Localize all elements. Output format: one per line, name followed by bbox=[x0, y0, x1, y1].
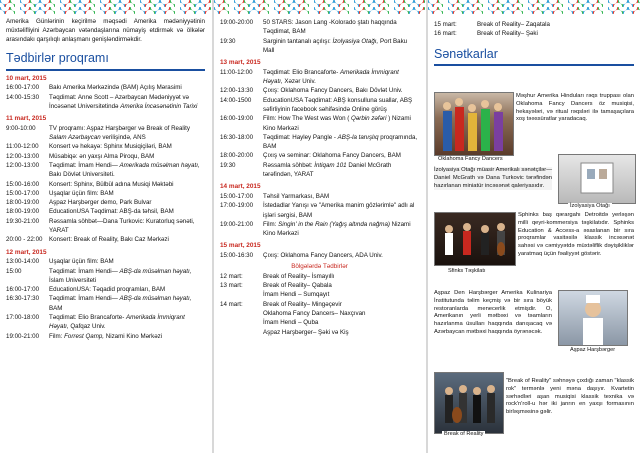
day-heading: 13 mart, 2015 bbox=[220, 59, 261, 67]
event-row bbox=[6, 161, 205, 180]
event-title: Salam Azərbaycan bbox=[49, 134, 101, 142]
event-venue: Bakı Dövlət Universiteti. bbox=[49, 171, 115, 179]
event-time: 17:00-18:00 bbox=[6, 314, 40, 322]
event-venue: Port Baku Mall bbox=[263, 37, 408, 54]
region-event: Break of Reality– İsmayıllı bbox=[263, 272, 335, 280]
event-text: Təqdimat: İmam Hendi— bbox=[49, 267, 120, 275]
event-title: Amerikada İmmiqrant Həyatı, bbox=[49, 314, 185, 331]
event-description bbox=[49, 124, 205, 143]
event-venue: ) Nizami Kino Mərkəzi bbox=[263, 115, 411, 132]
event-time: 11:00-12:00 bbox=[6, 143, 39, 151]
region-date: 12 mart: bbox=[220, 272, 243, 280]
event-text: Çıxış: Oklahoma Fancy Dancers, ADA Univ. bbox=[263, 252, 383, 260]
day-heading: 14 mart, 2015 bbox=[220, 183, 261, 191]
event-text: EducationUSA Təqdimat: ABŞ konsulluna suallar, ABŞ səfirliyinin facebook səhifəsində Online görüş bbox=[263, 96, 413, 113]
chef-caption: Aşpaz Harşbərger bbox=[570, 347, 616, 353]
event-text: Film: How The West was Won ( bbox=[263, 115, 352, 123]
event-title: ABŞ-la tanışlıq bbox=[337, 133, 379, 141]
event-row bbox=[6, 180, 205, 189]
artists-heading: Sənətkarlar bbox=[434, 45, 634, 67]
event-description bbox=[263, 201, 419, 220]
dancers-illustration bbox=[435, 93, 513, 155]
event-row bbox=[6, 207, 205, 216]
isolation-room-caption: İzolyasiya Otağı bbox=[570, 203, 610, 209]
event-text: Sarginin tantanalı açılışı: bbox=[263, 37, 333, 45]
chef-illustration bbox=[559, 291, 627, 345]
event-row bbox=[6, 294, 205, 313]
region-row bbox=[220, 328, 419, 337]
event-row bbox=[6, 267, 205, 286]
event-row bbox=[6, 83, 205, 92]
event-description bbox=[263, 133, 419, 152]
region-row bbox=[220, 272, 419, 281]
event-description bbox=[263, 68, 419, 87]
event-time: 12:00-13:30 bbox=[220, 87, 254, 95]
program-list-continued bbox=[220, 18, 419, 55]
event-text: Uşaqlar üçün film: BAM bbox=[49, 189, 114, 197]
event-row bbox=[6, 313, 205, 332]
region-event: Break of Reality– Zaqatala bbox=[477, 21, 550, 28]
region-event: İmam Hendi – Sumqayıt bbox=[263, 291, 330, 299]
diamond-border bbox=[214, 0, 425, 14]
event-venue: İslam Universiteti bbox=[49, 276, 97, 284]
event-description bbox=[49, 161, 205, 180]
event-time: 16:00-17:00 bbox=[6, 84, 40, 92]
region-row bbox=[220, 281, 419, 290]
region-row bbox=[434, 29, 634, 38]
event-row bbox=[220, 192, 419, 201]
program-list-day2 bbox=[220, 58, 419, 260]
region-date bbox=[220, 309, 263, 318]
oklahoma-dancers-photo bbox=[434, 92, 514, 156]
break-of-reality-caption: Break of Reality bbox=[444, 431, 484, 437]
event-row bbox=[6, 152, 205, 161]
event-time: 19:00-21:00 bbox=[220, 220, 254, 228]
region-event: Oklahoma Fancy Dancers– Naxçıvan bbox=[263, 309, 366, 317]
chef-photo bbox=[558, 290, 628, 346]
diamond-border bbox=[428, 0, 640, 14]
event-time: 9:00-10:00 bbox=[6, 124, 36, 132]
event-title: Amerika İncəsənətinin Tarixi bbox=[120, 102, 198, 110]
event-row bbox=[220, 68, 419, 87]
event-venue: Nizami Kino Mərkəzi bbox=[104, 332, 163, 340]
event-text: Təqdimat: Hayley Pangle - bbox=[263, 133, 338, 141]
event-description bbox=[263, 86, 419, 95]
event-row bbox=[6, 235, 205, 244]
event-time: 16:30-17:30 bbox=[6, 295, 40, 303]
event-time: 14:00-15:30 bbox=[6, 93, 40, 101]
event-description bbox=[263, 37, 419, 56]
event-description bbox=[49, 313, 205, 332]
event-description bbox=[263, 220, 419, 239]
region-row bbox=[220, 318, 419, 327]
event-description bbox=[49, 217, 205, 236]
event-description bbox=[49, 180, 205, 189]
event-row bbox=[220, 18, 419, 37]
event-text: Çıxış: Oklahoma Fancy Dancers, Bakı Dövlət Univ. bbox=[263, 87, 403, 95]
event-description bbox=[49, 198, 205, 207]
event-text: Təhsil Yarmarkası, BAM bbox=[263, 192, 330, 200]
event-row bbox=[220, 151, 419, 160]
event-description bbox=[49, 93, 205, 112]
event-title: İntiqam 101 bbox=[314, 161, 347, 169]
event-text: TV proqramı: Aşpaz Harşbərger və Break of Reality bbox=[49, 124, 190, 132]
sphinx-photo bbox=[434, 212, 516, 266]
region-date bbox=[220, 318, 263, 327]
day-heading: 11 mart, 2015 bbox=[6, 115, 47, 123]
diamond-border bbox=[0, 0, 211, 14]
regions-title: Bölgələrdə Tədbirlər bbox=[291, 263, 348, 271]
event-row bbox=[6, 285, 205, 294]
musicians-illustration bbox=[435, 213, 515, 265]
event-text: Rəssamla söhbət—Dana Turkovic: Kuratorluq sənəti, YARAT bbox=[49, 217, 195, 235]
region-event: Aşpaz Harşbərger– Şəki və Kiş bbox=[263, 328, 349, 336]
column-right bbox=[428, 0, 640, 453]
event-row bbox=[6, 257, 205, 266]
event-venue: Xəzər Univ. bbox=[282, 78, 316, 86]
event-description bbox=[263, 151, 419, 160]
event-row bbox=[220, 37, 419, 56]
room-illustration bbox=[559, 155, 635, 203]
event-text: 50 STARS: Jason Lang -Kolorado ştatı haqqında Təqdimat, BAM bbox=[263, 19, 397, 36]
chef-text: Aşpaz Den Harşbərger Amerika Kulinariya İnstitutunda təlim keçmiş və bir sıra böyük restoranlarda menecerlik etmişdir. O, Amerikanın yerli mətbəxi və təamların hazırlanma üsulları haqqında danışacaq və Azərbaycan mətbəxi haqqında öyrənəcək. bbox=[434, 290, 552, 336]
event-venue: Qafqaz Univ. bbox=[68, 323, 106, 331]
event-time: 12:00-13:00 bbox=[6, 152, 40, 160]
event-text: İstedadlar Yanışı və "Amerika manim gözlərimlə" adlı al işləri sərgisi, BAM bbox=[263, 202, 415, 219]
region-date: 14 mart: bbox=[220, 300, 243, 308]
event-row bbox=[220, 114, 419, 133]
event-time: 16:00-19:00 bbox=[220, 115, 254, 123]
event-text: Rəssamla söhbət: bbox=[263, 161, 315, 169]
region-row bbox=[220, 290, 419, 299]
event-description bbox=[49, 332, 205, 341]
event-time: 16:30-18:00 bbox=[220, 133, 254, 141]
region-date: 15 mart: bbox=[434, 21, 457, 28]
event-row bbox=[6, 198, 205, 207]
day-heading: 15 mart, 2015 bbox=[220, 242, 261, 250]
region-row bbox=[220, 309, 419, 318]
event-row bbox=[220, 96, 419, 115]
event-text: Təqdimat: İmam Hendi— bbox=[49, 295, 120, 303]
event-text: Təqdimat: Elio Brancaforte- bbox=[49, 314, 127, 322]
event-time: 19:00-21:00 bbox=[6, 332, 40, 340]
event-description bbox=[263, 96, 419, 115]
regions-list bbox=[220, 272, 419, 337]
event-text: Təqdimat: Anne Scott – Azərbaycan Mədəniyyət və İncəsənət Universitetində bbox=[49, 93, 189, 110]
region-event: Break of Reality– Şəki bbox=[477, 30, 538, 38]
regions-list-continued bbox=[434, 20, 634, 39]
sphinx-caption: Sfinks Təşkilatı bbox=[448, 268, 486, 274]
event-text: Film: bbox=[49, 332, 65, 340]
event-text: Çıxış və seminar: Oklahoma Fancy Dancers, BAM bbox=[263, 152, 401, 160]
event-time: 14:00-1500 bbox=[220, 96, 252, 104]
event-row bbox=[220, 251, 419, 260]
region-date: 13 mart: bbox=[220, 282, 243, 290]
event-title: ABŞ-da müsəlman həyatı, bbox=[119, 295, 192, 303]
event-row bbox=[6, 217, 205, 236]
event-time: 15:00-16:30 bbox=[220, 252, 254, 260]
event-row bbox=[6, 93, 205, 112]
event-row bbox=[220, 133, 419, 152]
event-text: Konsert və hekayə: Sphinx Musiqiçiləri, BAM bbox=[49, 143, 172, 151]
event-text: Müsabiqə: ən yaxşı Alma Piroqu, BAM bbox=[49, 152, 155, 160]
event-description bbox=[49, 142, 205, 151]
event-time: 15:00 bbox=[6, 267, 22, 275]
event-venue: verilişində, ANS bbox=[100, 134, 146, 142]
event-description bbox=[263, 114, 419, 133]
event-time: 16:00-17:00 bbox=[6, 286, 40, 294]
event-description bbox=[49, 294, 205, 313]
intro-text: Amerika Günlərinin keçirilmə məqsədi Amerika mədəniyyətinin müxtəlifliyini Azərbaycan vətəndaşlarına nümayiş etdirmək və ölkələr arasındakı qarşılıqlı anlaşmanı genişləndirməkdir. bbox=[6, 18, 205, 43]
isolation-room-text: İzolyasiya Otağı müasir Amerikalı sənətçilər— Daniel McGrath və Dana Turkovic tərəfindən hazırlanan miniatür incəsənət qaleriyasıdır. bbox=[434, 167, 552, 189]
event-text: Təqdimat: Elio Brancaforte- bbox=[263, 68, 341, 76]
break-of-reality-photo bbox=[434, 372, 504, 434]
event-description bbox=[49, 207, 205, 216]
event-venue: BAM bbox=[49, 304, 63, 312]
event-time: 12:00-13:00 bbox=[6, 162, 40, 169]
event-time: 19:30 bbox=[220, 161, 236, 169]
column-left bbox=[0, 0, 211, 453]
event-venue: Nizami Kino Mərkəzi bbox=[263, 220, 411, 238]
region-event: Break of Reality– Mingəçevir bbox=[263, 300, 342, 308]
event-description bbox=[49, 235, 205, 244]
event-description bbox=[49, 189, 205, 198]
event-text: EducationUSA: Təqadid proqramları, BAM bbox=[49, 286, 166, 294]
day-heading: 12 mart, 2015 bbox=[6, 248, 47, 256]
event-row bbox=[6, 142, 205, 151]
program-list-day1 bbox=[6, 74, 205, 341]
event-description bbox=[49, 267, 205, 286]
event-row bbox=[220, 161, 419, 180]
event-time: 20:00 - 22:00 bbox=[6, 236, 43, 244]
event-time: 19:30 bbox=[220, 37, 236, 45]
program-heading: Tədbirlər proqramı bbox=[6, 49, 205, 71]
region-date bbox=[220, 328, 263, 337]
event-title: Qərbin zəfəri bbox=[351, 115, 387, 123]
event-title: Singin' in the Rain (Yağış altında nağma) bbox=[278, 220, 390, 228]
event-text: Konsert: Sphinx, Bülbül adına Musiqi Məktəbi bbox=[49, 180, 174, 188]
event-title: Amerikada İmmiqrant Həyatı, bbox=[263, 68, 399, 86]
event-text: Film: bbox=[263, 220, 279, 228]
event-time: 13:00-14:00 bbox=[6, 258, 40, 266]
event-text: Aşpaz Harşbərger demo, Park Bulvar bbox=[49, 199, 152, 207]
event-text: Uşaqlar üçün film: BAM bbox=[49, 258, 114, 266]
event-time: 15:00-16:00 bbox=[6, 180, 40, 188]
event-text: Konsert: Break of Reality, Bakı Caz Mərkəzi bbox=[49, 236, 169, 244]
event-title: Forrest Qamp, bbox=[64, 332, 105, 340]
event-time: 19:00-20:00 bbox=[220, 19, 254, 26]
event-time: 18:00-19:00 bbox=[6, 208, 40, 216]
event-title: İzolyasiya Otağı, bbox=[332, 37, 379, 45]
event-row bbox=[220, 201, 419, 220]
event-description bbox=[263, 161, 419, 180]
event-row bbox=[6, 332, 205, 341]
event-time: 15:00-17:00 bbox=[6, 189, 40, 197]
event-text: Bakı Amerika Mərkəzində (BAM) Açılış Mərasimi bbox=[49, 84, 182, 92]
event-description bbox=[263, 18, 419, 37]
sphinx-text: Sphinks baş qərargahı Detroitdə yerləşən milli qeyri-kommersiya təşkilatıdır. Sphinks Education & Access-a əsaslanan bir sıra proqramlar vasitəsilə klassik incəsənət sahəsi və cəmiyyətdə müxtəliflik dəyişikliklər yaratmaq üçün fəaliyyət göstərir. bbox=[518, 212, 634, 258]
event-time: 15:00-17:00 bbox=[220, 192, 254, 200]
event-description bbox=[49, 257, 205, 266]
event-row bbox=[6, 124, 205, 143]
oklahoma-dancers-text: Məşhur Amerika Hinduları rəqs truppası olan Oklahoma Fancy Dancers öz musiqisi, hekayələri, və ritual rəqsləri ilə tamaşaçılara xoş təəssüratlar yaradacaq. bbox=[516, 93, 634, 123]
event-description bbox=[49, 152, 205, 161]
isolation-room-photo bbox=[558, 154, 636, 204]
event-description bbox=[263, 251, 419, 260]
event-time: 18:00-19:00 bbox=[6, 199, 40, 207]
region-row bbox=[434, 20, 634, 29]
event-venue: proqramında, BAM bbox=[263, 133, 418, 151]
event-title: Amerikada müsəlman hayatı, bbox=[119, 162, 200, 169]
event-venue: Daniel McGrath tərəfindən, YARAT bbox=[263, 161, 392, 179]
band-illustration bbox=[435, 373, 503, 433]
event-row bbox=[220, 220, 419, 239]
event-text: Təqdimat: İmam Hendi— bbox=[49, 162, 120, 169]
event-description bbox=[263, 192, 419, 201]
event-time: 19:30-21:00 bbox=[6, 217, 40, 225]
day-heading: 10 mart, 2015 bbox=[6, 74, 47, 82]
event-time: 18:00-20:00 bbox=[220, 152, 254, 160]
region-event: Break of Reality– Qabala bbox=[263, 282, 332, 290]
column-middle bbox=[214, 0, 425, 453]
break-of-reality-text: "Break of Reality" səhnəyə çıxdığı zaman "klassik rok" termənlə yeni məna daşıyır. Kvartetin sərhədləri aşan musiqisi klassik texnika və rock'n'roll-u hər iki janrın en yaxşı formasının birləşməsinə gəlir. bbox=[506, 378, 634, 416]
event-text: EducationUSA Təqdimat: ABŞ-da təhsil, BAM bbox=[49, 208, 174, 216]
event-description bbox=[49, 285, 205, 294]
event-title: ABŞ-da müsəlman həyatı, bbox=[119, 267, 192, 275]
region-date: 16 mart: bbox=[434, 30, 457, 38]
event-description bbox=[49, 83, 205, 92]
event-time: 11:00-12:00 bbox=[220, 68, 253, 76]
event-row bbox=[6, 189, 205, 198]
region-event: İmam Hendi – Quba bbox=[263, 319, 319, 327]
event-time: 17:00-19:00 bbox=[220, 202, 254, 210]
region-row bbox=[220, 300, 419, 309]
region-date bbox=[220, 290, 263, 299]
oklahoma-dancers-caption: Oklahoma Fancy Dancers bbox=[438, 156, 503, 162]
event-row bbox=[220, 86, 419, 95]
